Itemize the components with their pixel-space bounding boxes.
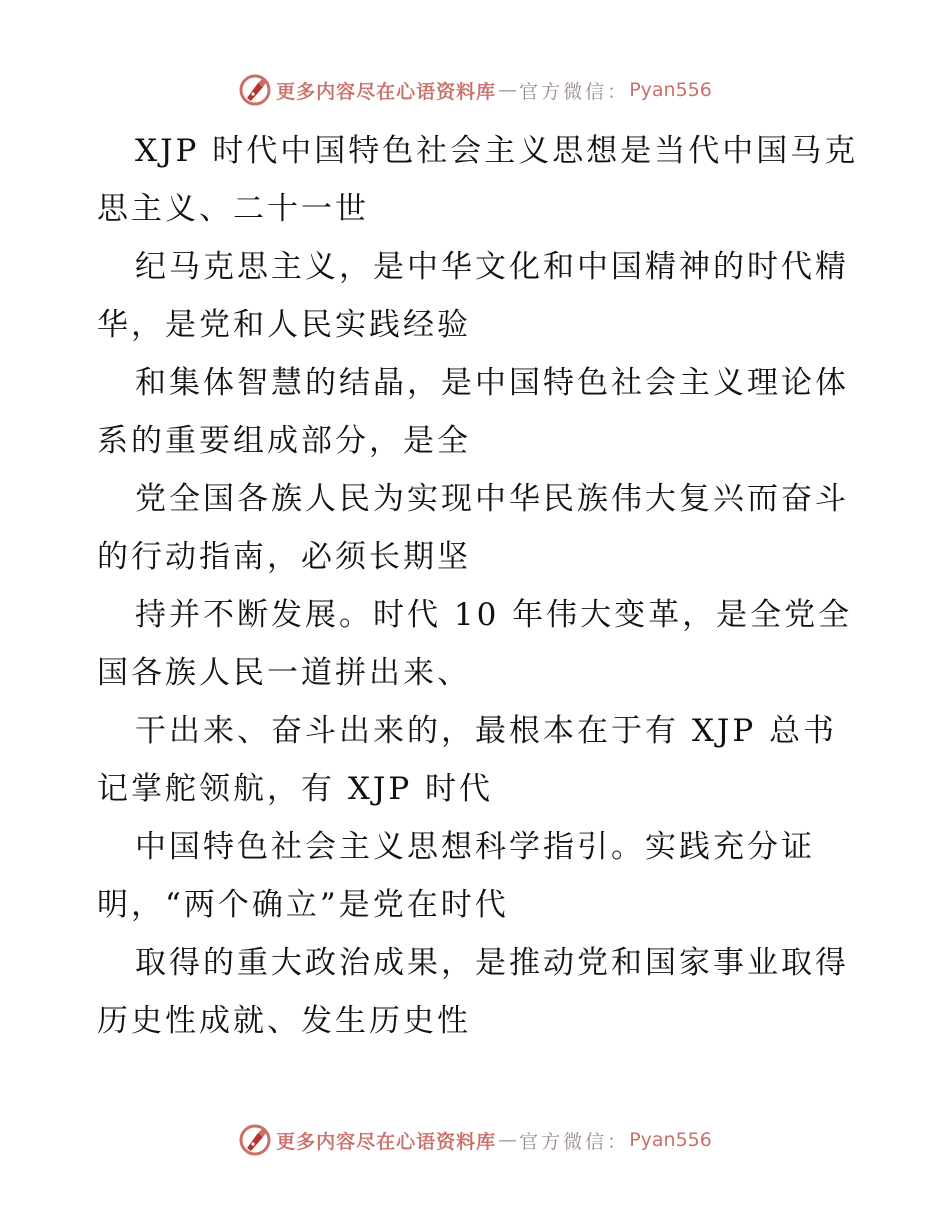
watermark-text: 更多内容尽在心语资料库 [276, 80, 497, 103]
text-line: 的行动指南，必须长期坚 [97, 539, 471, 575]
footer-watermark [0, 1120, 950, 1160]
watermark-separator: — [498, 1129, 518, 1151]
header-watermark [0, 70, 950, 110]
text-line: 取得的重大政治成果，是推动党和国家事业取得 [135, 945, 849, 981]
text-line: 干出来、奋斗出来的，最根本在于有 XJP 总书 [135, 713, 838, 749]
watermark-separator: — [498, 79, 518, 101]
text-line: 纪马克思主义，是中华文化和中国精神的时代精 [135, 249, 849, 285]
watermark-wechat-label: 官方微信： [519, 80, 630, 103]
text-line: 华，是党和人民实践经验 [97, 307, 471, 343]
text-line: XJP 时代中国特色社会主义思想是当代中国马克 [135, 133, 859, 169]
text-line: 中国特色社会主义思想科学指引。实践充分证 [135, 829, 815, 865]
document-body [97, 122, 867, 1050]
text-line: 和集体智慧的结晶，是中国特色社会主义理论体 [135, 365, 849, 401]
pen-nib-logo-icon [238, 1123, 272, 1157]
text-line: 历史性成就、发生历史性 [97, 1003, 471, 1039]
watermark-wechat-label: 官方微信： [519, 1130, 630, 1153]
text-line: 记掌舵领航，有 XJP 时代 [97, 771, 494, 807]
pen-nib-logo-icon [238, 73, 272, 107]
text-line: 思主义、二十一世 [97, 191, 369, 227]
text-line: 系的重要组成部分，是全 [97, 423, 471, 459]
watermark-wechat-id: Pyan556 [629, 1129, 712, 1151]
text-line: 明，“两个确立”是党在时代 [97, 887, 509, 923]
watermark-wechat-id: Pyan556 [629, 79, 712, 101]
watermark-text: 更多内容尽在心语资料库 [276, 1130, 497, 1153]
text-line: 国各族人民一道拼出来、 [97, 655, 471, 691]
text-line: 党全国各族人民为实现中华民族伟大复兴而奋斗 [135, 481, 849, 517]
text-line: 持并不断发展。时代 10 年伟大变革，是全党全 [135, 597, 853, 633]
